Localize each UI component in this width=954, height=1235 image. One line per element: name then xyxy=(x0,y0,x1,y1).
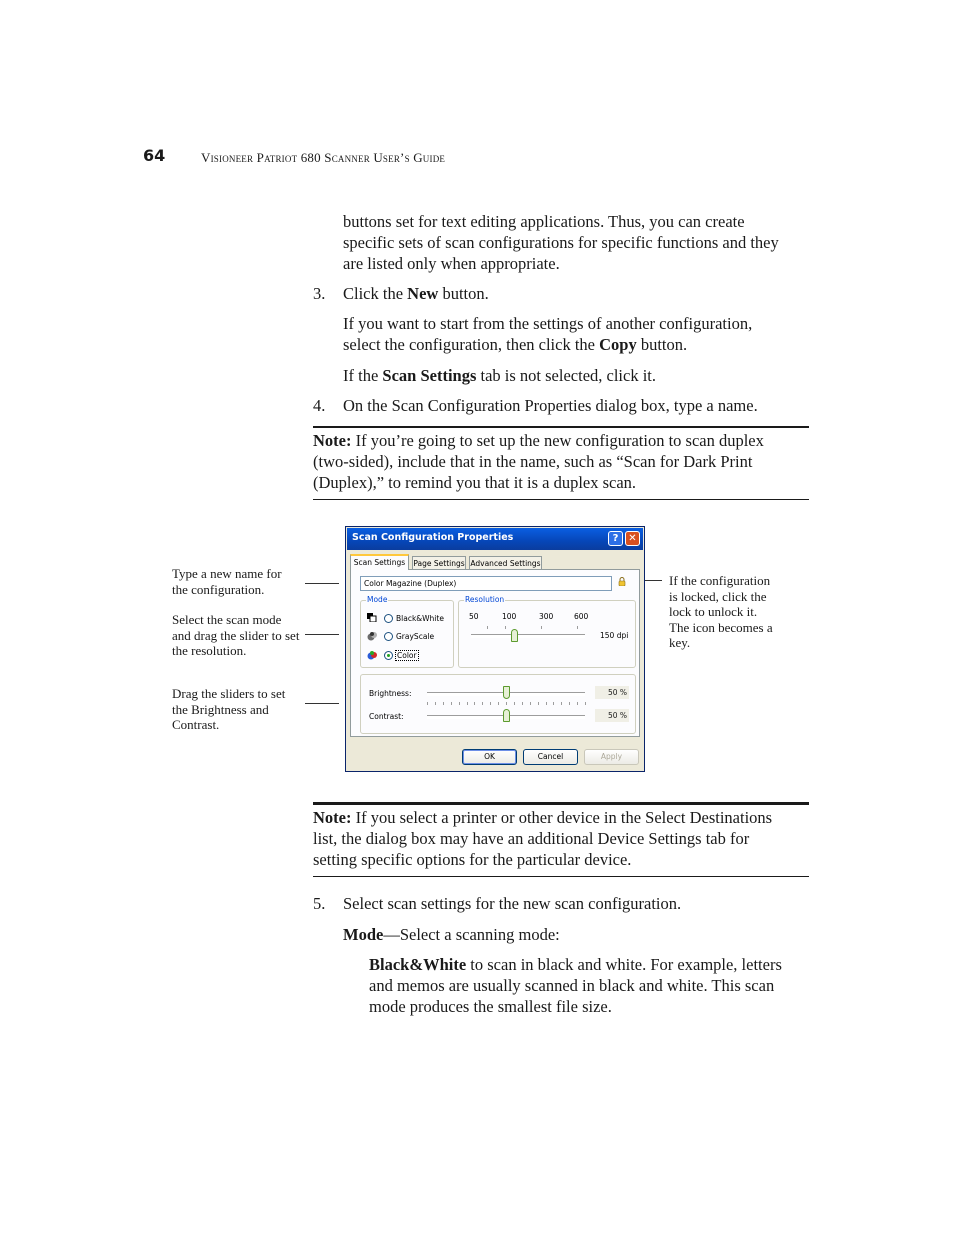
black-white-icon xyxy=(367,613,377,622)
resolution-group-label: Resolution xyxy=(465,595,505,604)
paragraph-line: and memos are usually scanned in black and white. This scan xyxy=(369,976,775,995)
callout-line: Contrast. xyxy=(172,717,220,732)
resolution-value: 150 dpi xyxy=(600,631,629,640)
close-button[interactable]: ✕ xyxy=(625,531,640,546)
callout-line: If the configuration xyxy=(669,573,771,588)
note-label: Note: xyxy=(313,808,352,827)
slider-tick xyxy=(498,702,499,705)
slider-tick xyxy=(435,702,436,705)
resolution-tick-label: 100 xyxy=(502,612,517,621)
slider-tick xyxy=(487,626,488,629)
note-line: (Duplex),” to remind you that it is a duplex scan. xyxy=(313,473,637,492)
slider-tick xyxy=(505,626,506,629)
slider-tick xyxy=(459,702,460,705)
callout-line: the configuration. xyxy=(172,581,265,597)
step-number: 5. xyxy=(313,894,326,913)
resolution-group xyxy=(458,595,636,668)
callout-line: lock to unlock it. xyxy=(669,604,758,619)
note-line xyxy=(313,807,809,828)
slider-tick xyxy=(541,626,542,629)
paragraph-text: to scan in black and white. For example, letters xyxy=(466,955,782,974)
callout-line: The icon becomes a xyxy=(669,619,773,635)
scan-settings-ref: Scan Settings xyxy=(382,366,477,385)
step-text: button. xyxy=(438,284,489,303)
step-number: 3. xyxy=(313,284,326,303)
callout-brightness xyxy=(172,686,285,733)
callout-leader xyxy=(305,634,339,635)
mode-group xyxy=(360,595,454,668)
note-1 xyxy=(313,430,809,493)
slider-tick xyxy=(585,702,586,705)
callout-mode xyxy=(172,612,299,659)
slider-tick xyxy=(530,702,531,705)
resolution-slider-track[interactable] xyxy=(471,634,585,638)
dialog-title-bar xyxy=(347,528,643,550)
grayscale-radio[interactable] xyxy=(384,632,393,641)
new-button-ref: New xyxy=(407,284,439,303)
slider-tick xyxy=(561,702,562,705)
color-radio[interactable] xyxy=(384,651,393,660)
tab-advanced-settings[interactable]: Advanced Settings xyxy=(469,556,542,569)
note-2 xyxy=(313,807,809,870)
copy-paragraph xyxy=(343,313,752,355)
slider-tick xyxy=(522,702,523,705)
resolution-tick-label: 50 xyxy=(469,612,479,621)
slider-tick xyxy=(577,702,578,705)
scan-configuration-dialog xyxy=(345,526,645,772)
lock-icon[interactable] xyxy=(618,577,626,586)
slider-tick xyxy=(482,702,483,705)
slider-tick xyxy=(538,702,539,705)
intro-paragraph xyxy=(343,211,813,274)
brightness-slider-thumb[interactable] xyxy=(503,686,510,699)
slider-tick xyxy=(569,702,570,705)
resolution-tick-label: 600 xyxy=(574,612,589,621)
callout-line: the resolution. xyxy=(172,643,247,658)
note-bottom-rule xyxy=(313,876,809,877)
callout-line: Drag the sliders to set xyxy=(172,686,286,701)
running-head: Visioneer Patriot 680 Scanner User’s Guide xyxy=(201,150,446,165)
callout-line: is locked, click the xyxy=(669,588,767,604)
paragraph-line xyxy=(369,954,814,975)
apply-button[interactable]: Apply xyxy=(584,749,639,765)
callout-leader xyxy=(305,703,339,704)
callout-name xyxy=(172,566,282,597)
callout-line: and drag the slider to set xyxy=(172,627,300,643)
color-icon xyxy=(367,650,378,660)
callout-line: the Brightness and xyxy=(172,701,269,717)
callout-line: Select the scan mode xyxy=(172,612,282,627)
brightness-contrast-group xyxy=(360,674,636,734)
note-top-rule xyxy=(313,426,809,428)
slider-tick xyxy=(474,702,475,705)
intro-line: specific sets of scan configurations for specific functions and they xyxy=(343,233,779,252)
slider-tick xyxy=(451,702,452,705)
callout-line: Type a new name for xyxy=(172,566,282,581)
paragraph-text: —Select a scanning mode: xyxy=(383,925,560,944)
step-5-text: Select scan settings for the new scan configuration. xyxy=(343,894,682,913)
configuration-name-input[interactable]: Color Magazine (Duplex) xyxy=(360,576,612,591)
black-white-paragraph xyxy=(369,954,814,1017)
color-label[interactable]: Color xyxy=(397,651,417,660)
slider-tick xyxy=(506,702,507,705)
grayscale-icon xyxy=(367,631,378,641)
tab-scan-settings[interactable]: Scan Settings xyxy=(350,554,409,570)
slider-tick xyxy=(443,702,444,705)
callout-line: key. xyxy=(669,635,691,650)
paragraph-text: button. xyxy=(636,335,688,354)
scan-settings-paragraph xyxy=(343,365,656,386)
brightness-value: 50 % xyxy=(595,686,629,699)
callout-leader xyxy=(305,583,339,584)
step-number: 4. xyxy=(313,396,326,415)
slider-tick xyxy=(467,702,468,705)
slider-tick xyxy=(427,702,428,705)
callout-lock xyxy=(669,573,773,651)
slider-tick xyxy=(490,702,491,705)
note-line: setting specific options for the particular device. xyxy=(313,850,632,869)
paragraph-text: select the configuration, then click the xyxy=(343,335,600,354)
grayscale-label[interactable]: GrayScale xyxy=(396,632,435,641)
dialog-title: Scan Configuration Properties xyxy=(352,532,514,543)
black-white-term: Black&White xyxy=(369,955,467,974)
slider-tick xyxy=(577,626,578,629)
paragraph-line xyxy=(343,334,752,355)
note-text: If you select a printer or other device in the Select Destinations xyxy=(351,808,773,827)
help-button[interactable]: ? xyxy=(608,531,623,546)
slider-tick xyxy=(553,702,554,705)
step-3-text xyxy=(343,283,489,304)
resolution-tick-label: 300 xyxy=(539,612,554,621)
note-bottom-rule xyxy=(313,499,809,500)
intro-line: are listed only when appropriate. xyxy=(343,254,560,273)
mode-term: Mode xyxy=(343,925,384,944)
note-label: Note: xyxy=(313,431,352,450)
paragraph-line: If you want to start from the settings of another configuration, xyxy=(343,314,753,333)
step-text: Click the xyxy=(343,284,408,303)
brightness-label: Brightness: xyxy=(369,689,412,698)
note-line xyxy=(313,430,809,451)
cancel-button[interactable]: Cancel xyxy=(523,749,578,765)
scan-settings-panel xyxy=(350,569,640,737)
mode-paragraph xyxy=(343,924,560,945)
copy-button-ref: Copy xyxy=(599,335,637,354)
ok-button[interactable]: OK xyxy=(462,749,517,765)
slider-tick xyxy=(546,702,547,705)
black-white-label[interactable]: Black&White xyxy=(396,614,444,623)
paragraph-line: mode produces the smallest file size. xyxy=(369,997,612,1016)
contrast-value: 50 % xyxy=(595,709,629,722)
paragraph-text: If the xyxy=(343,366,383,385)
note-text: If you’re going to set up the new configuration to scan duplex xyxy=(351,431,764,450)
note-top-rule xyxy=(313,802,809,805)
contrast-slider-thumb[interactable] xyxy=(503,709,510,722)
slider-tick xyxy=(514,702,515,705)
page-number: 64 xyxy=(143,146,166,165)
tab-page-settings[interactable]: Page Settings xyxy=(412,556,466,569)
intro-line: buttons set for text editing applications. Thus, you can create xyxy=(343,212,745,231)
contrast-label: Contrast: xyxy=(369,712,404,721)
mode-group-label: Mode xyxy=(367,595,388,604)
resolution-slider-thumb[interactable] xyxy=(511,629,518,642)
black-white-radio[interactable] xyxy=(384,614,393,623)
note-line: (two-sided), include that in the name, such as “Scan for Dark Print xyxy=(313,452,753,471)
note-line: list, the dialog box may have an additional Device Settings tab for xyxy=(313,829,750,848)
step-4-text: On the Scan Configuration Properties dialog box, type a name. xyxy=(343,396,758,415)
paragraph-text: tab is not selected, click it. xyxy=(476,366,657,385)
